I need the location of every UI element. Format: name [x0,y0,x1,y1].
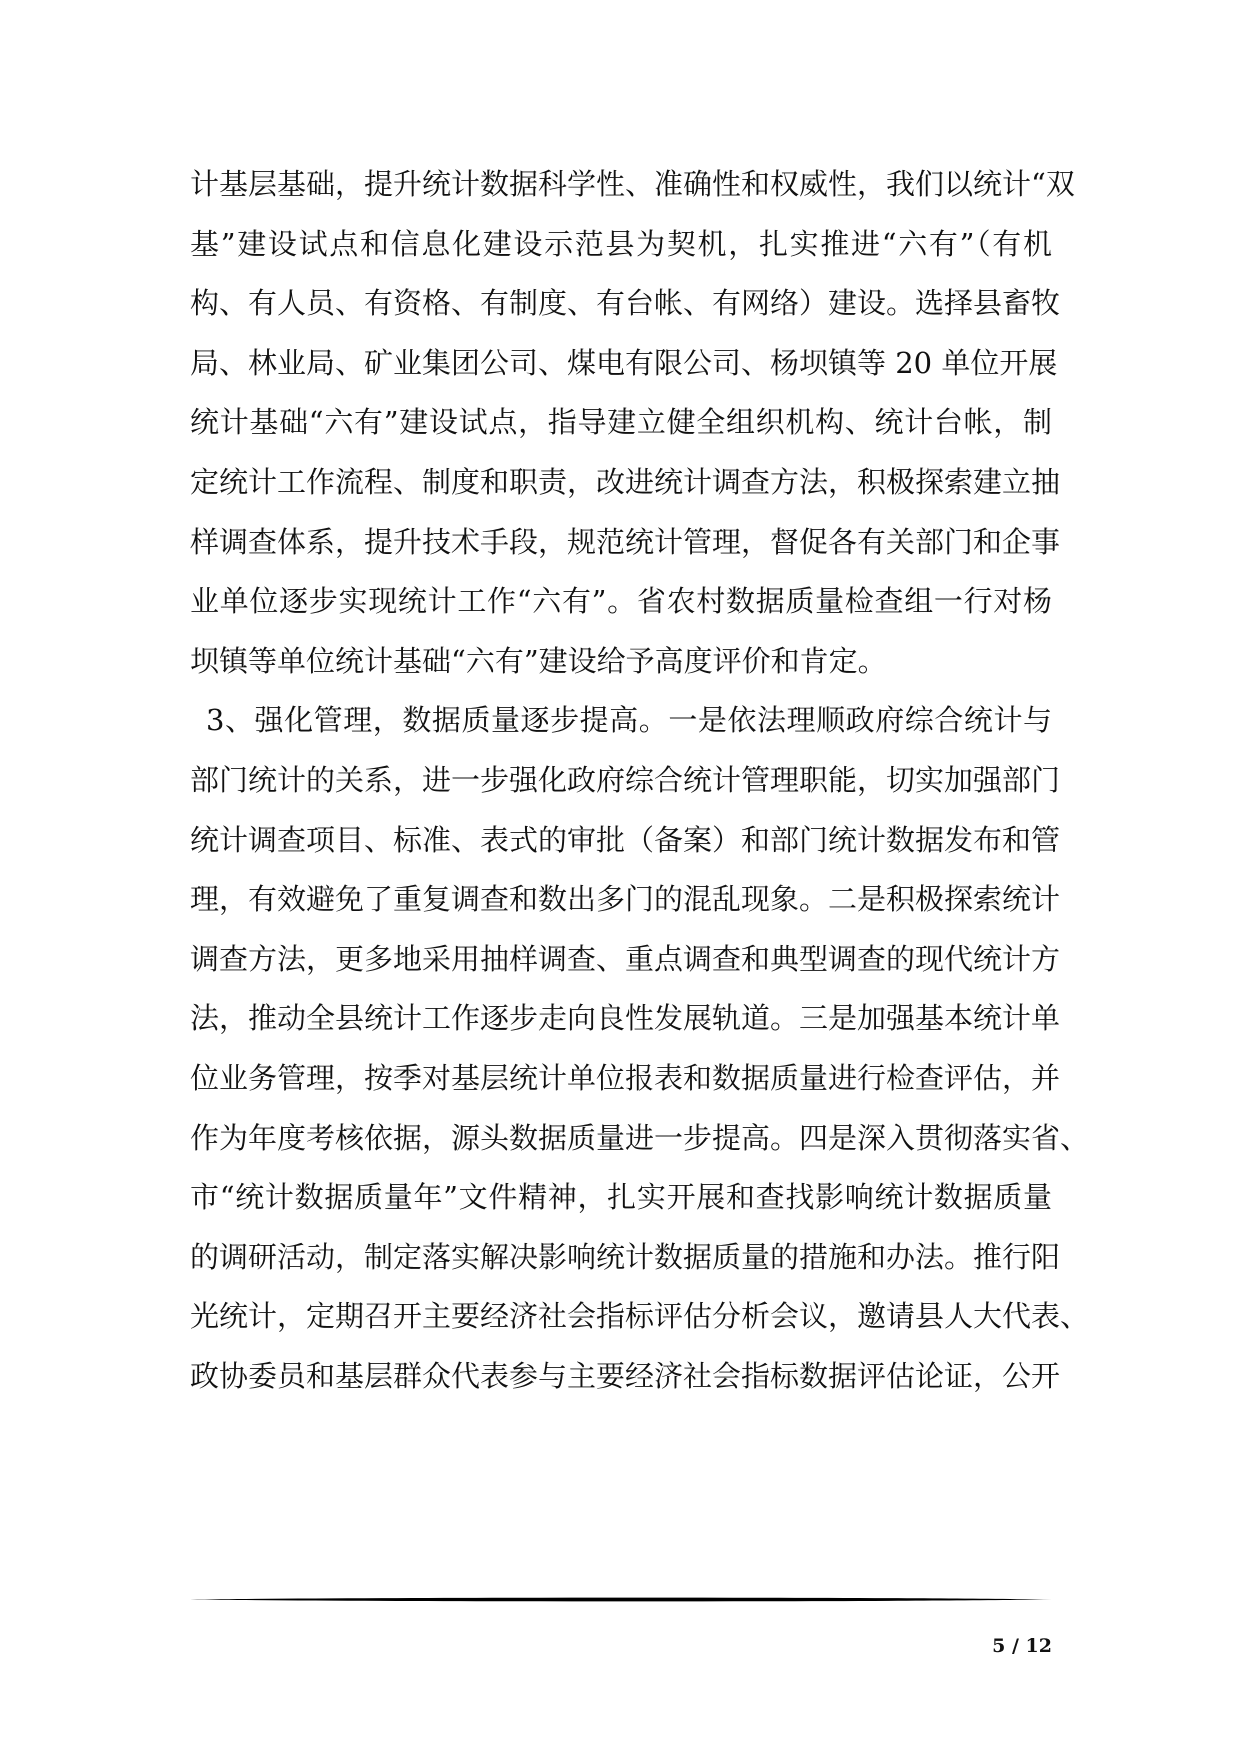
text-line: 业单位逐步实现统计工作“六有”。省农村数据质量检查组一行对杨 [190,584,1052,619]
text-line: 的调研活动，制定落实解决影响统计数据质量的措施和办法。推行阳 [190,1239,1061,1274]
section-heading-line: 3、强化管理，数据质量逐步提高。一是依法理顺政府综合统计与 [206,703,1052,738]
text-line: 局、林业局、矿业集团公司、煤电有限公司、杨坝镇等 20 单位开展 [190,345,1058,380]
text-line: 统计基础“六有”建设试点，指导建立健全组织机构、统计台帐，制 [190,405,1052,440]
text-line: 基”建设试点和信息化建设示范县为契机，扎实推进“六有”（有机 [190,226,1052,261]
body-text [190,155,1090,1406]
text-line: 统计调查项目、标准、表式的审批（备案）和部门统计数据发布和管 [190,822,1061,857]
page-number: 5 / 12 [992,1635,1052,1657]
text-line: 市“统计数据质量年”文件精神，扎实开展和查找影响统计数据质量 [190,1180,1052,1215]
text-line: 政协委员和基层群众代表参与主要经济社会指标数据评估论证，公开 [190,1358,1061,1393]
text-line: 法，推动全县统计工作逐步走向良性发展轨道。三是加强基本统计单 [190,1001,1061,1036]
text-line: 坝镇等单位统计基础“六有”建设给予高度评价和肯定。 [190,643,887,678]
text-line: 计基层基础，提升统计数据科学性、准确性和权威性，我们以统计“双 [190,167,1075,201]
text-line: 构、有人员、有资格、有制度、有台帐、有网络）建设。选择县畜牧 [190,286,1061,321]
text-line: 样调查体系，提升技术手段，规范统计管理，督促各有关部门和企事 [190,524,1061,559]
text-line: 作为年度考核依据，源头数据质量进一步提高。四是深入贯彻落实省、 [190,1120,1090,1155]
text-line: 位业务管理，按季对基层统计单位报表和数据质量进行检查评估，并 [190,1060,1061,1095]
text-line: 理，有效避免了重复调查和数出多门的混乱现象。二是积极探索统计 [190,882,1061,917]
text-line: 定统计工作流程、制度和职责，改进统计调查方法，积极探索建立抽 [190,464,1061,499]
text-line: 调查方法，更多地采用抽样调查、重点调查和典型调查的现代统计方 [190,941,1061,976]
text-line: 部门统计的关系，进一步强化政府综合统计管理职能，切实加强部门 [190,762,1061,797]
footer-divider [190,1596,1052,1603]
text-line: 光统计，定期召开主要经济社会指标评估分析会议，邀请县人大代表、 [190,1299,1090,1334]
